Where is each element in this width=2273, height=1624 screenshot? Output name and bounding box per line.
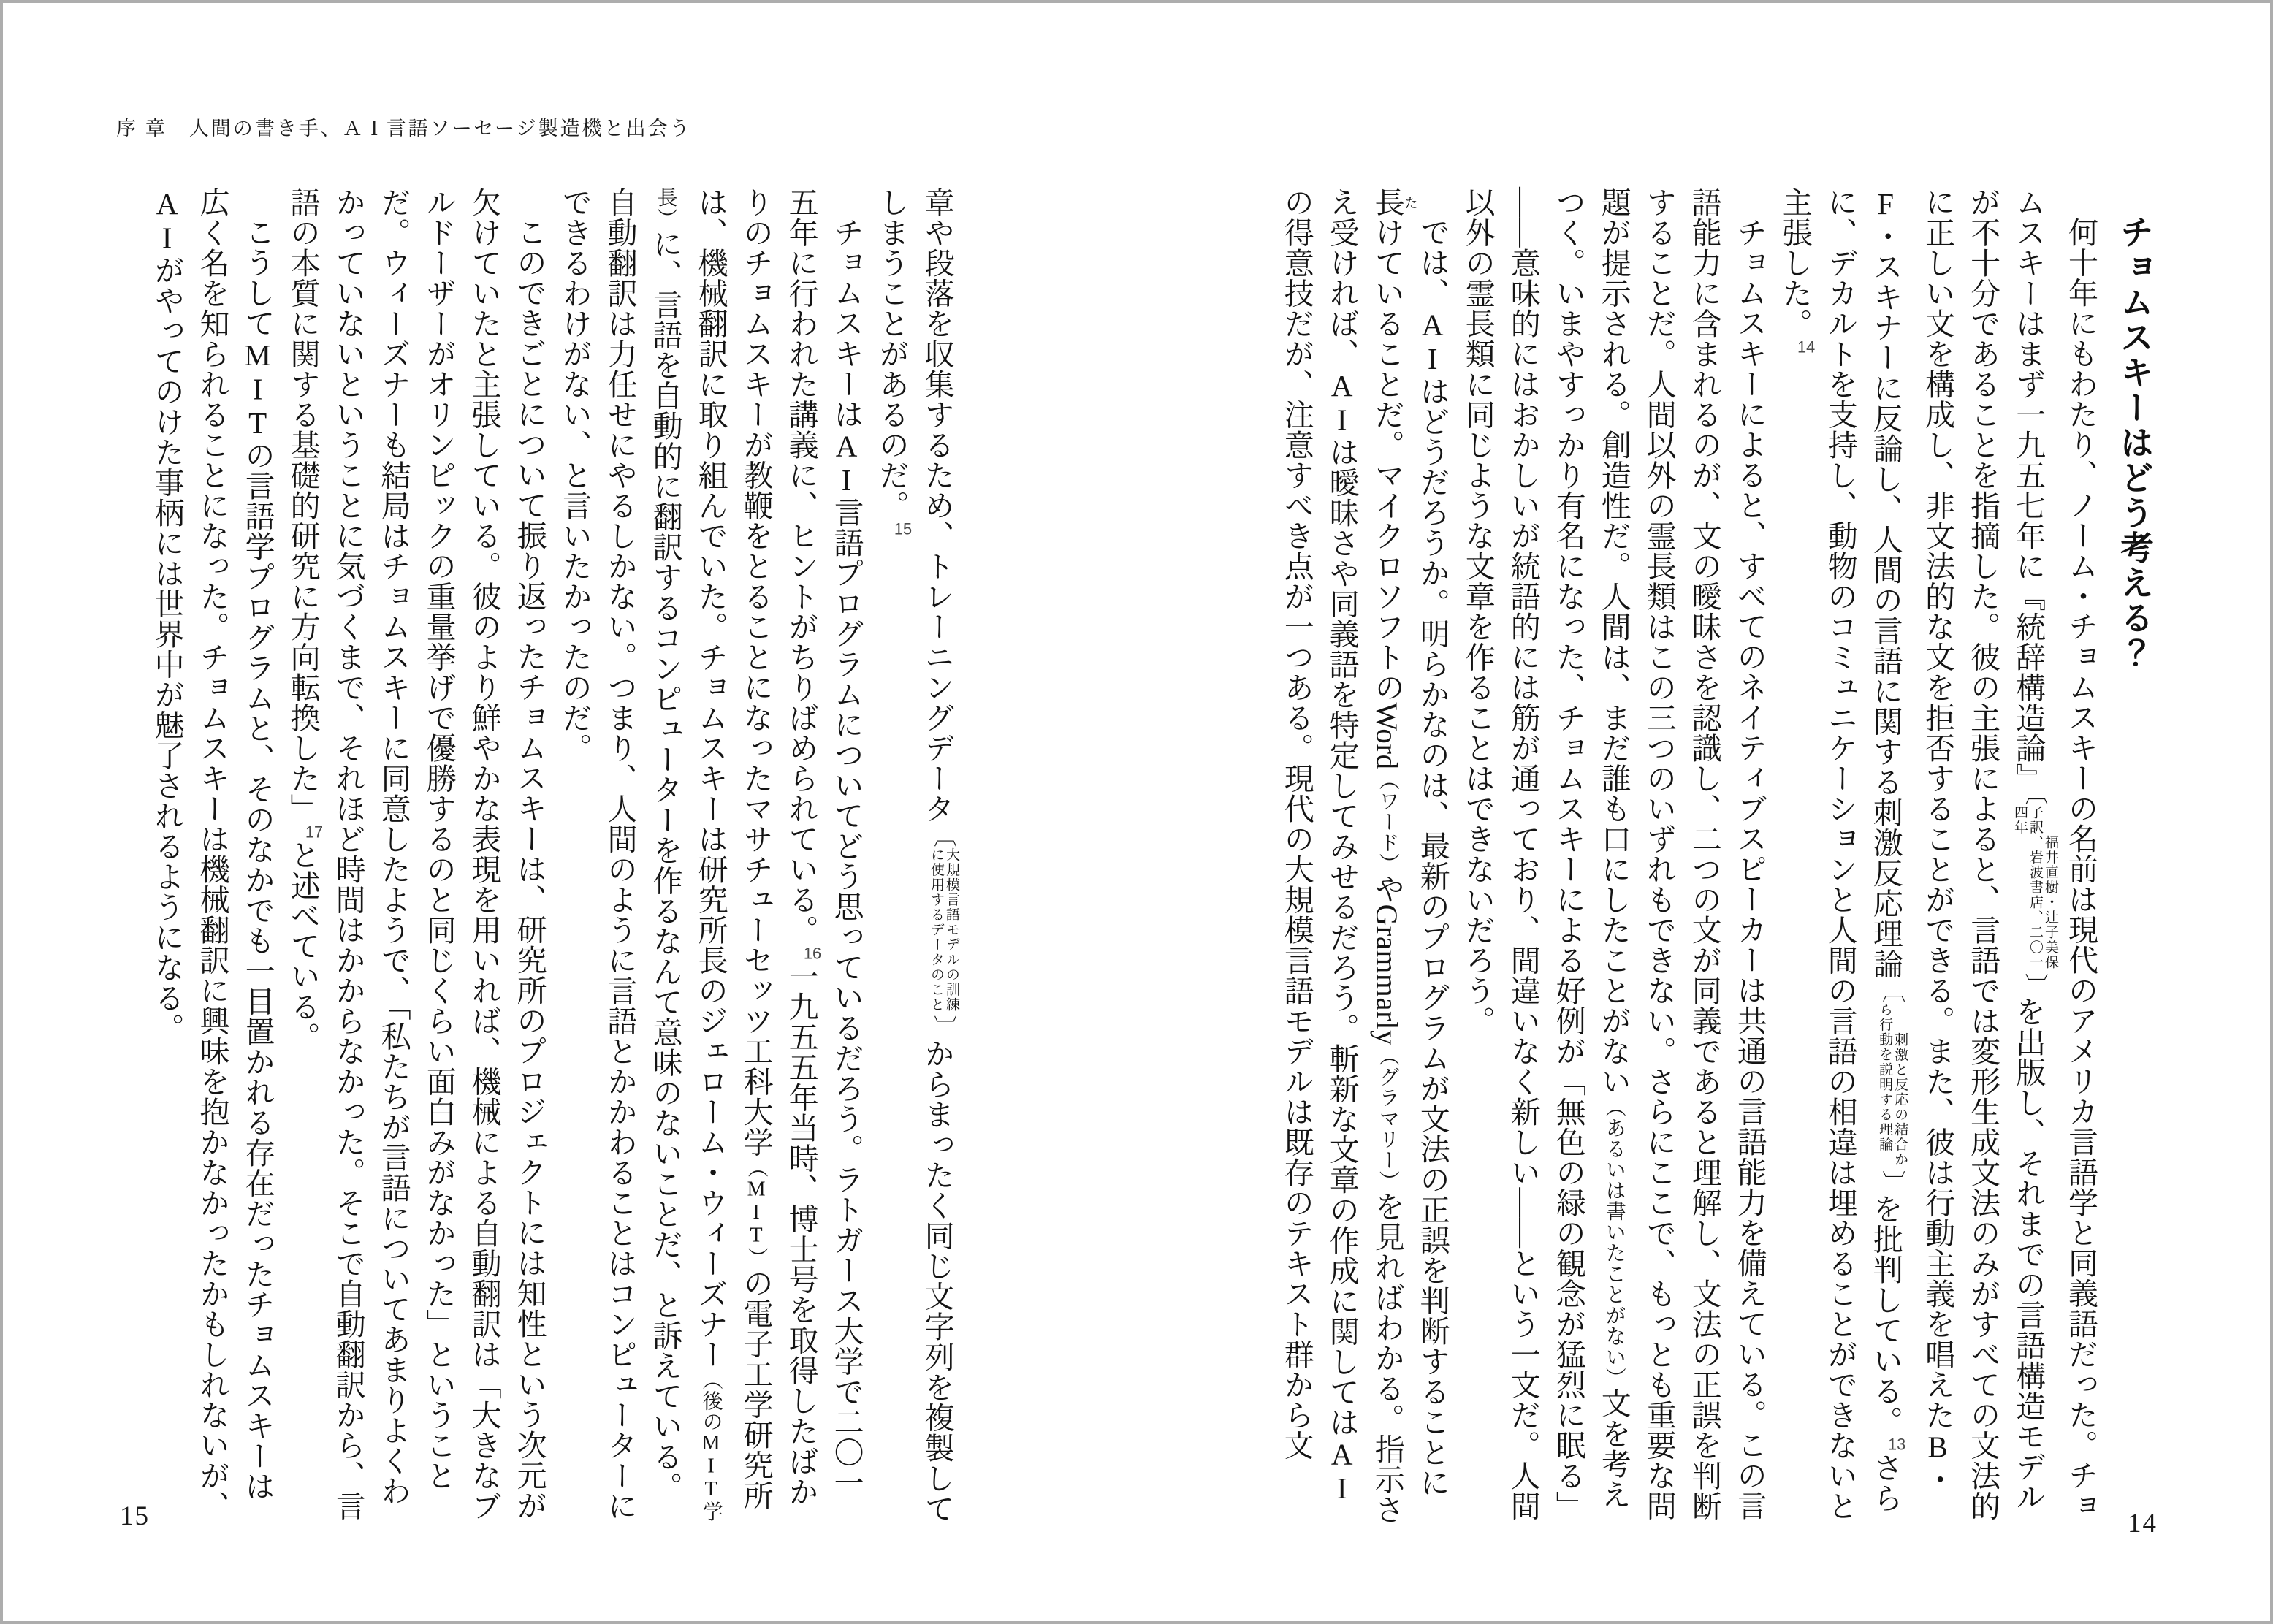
latin-upright: AI bbox=[1325, 369, 1359, 437]
small-paren: （MIT） bbox=[745, 1157, 768, 1268]
small-paren: （あるいは書いたことがない） bbox=[1602, 1097, 1626, 1388]
warichu-bracket-close: 〕 bbox=[931, 1015, 957, 1039]
running-head: 序 章 人間の書き手、ＡＩ言語ソーセージ製造機と出会う bbox=[116, 118, 692, 140]
paragraph: こうしてMITの言語学プログラムと、そのなかでも一目置かれる存在だったチョムスキーは広く名を知られることになった。チョムスキーは機械翻訳に興味を抱かなかったかもしれないが、AIがやってのけた事柄には世界中が魅了されるようになる。 bbox=[150, 187, 275, 1521]
latin-upright: AI bbox=[150, 187, 184, 255]
paragraph: チョムスキーによると、すべてのネイティブスピーカーは共通の言語能力を備えている。この言語能力に含まれるのが、文の曖昧さを認識し、二つの文が同義であると理解し、文法の正誤を判断することだ。人間以外の霊長類はこの三つのいずれもできない。さらにここで、もっとも重要な問題が提示される。創造性だ。人間は、まだ誰も口にしたことがない（あるいは書いたことがない）文を考えつく。いまやすっかり有名になった、チョムスキーによる好例が「無色の緑の観念が猛烈に眠る」――意味的にはおかしいが統語的には筋が通っており、間違いなく新しい――という一文だ。人間以外の霊長類に同じような文章を作ることはできないだろう。 bbox=[1461, 187, 1767, 1521]
paragraph: このできごとについて振り返ったチョムスキーは、研究所のプロジェクトには知性という次元が欠けていたと主張している。彼のより鮮やかな表現を用いれば、機械による自動翻訳は「大きなブルドーザーがオリンピックの重量挙げで優勝するのと同じくらい面白みがなかった」ということだ。ウィーズナーも結局はチョムスキーに同意したようで、「私たちが言語についてあまりよくわかっていないということに気づくまで、それほど時間はかからなかった。そこで自動翻訳から、言語の本質に関する基礎的研究に方向転換した」$^{17}$と述べている。 bbox=[286, 187, 547, 1521]
footnote-ref: 13 bbox=[1887, 1436, 1906, 1452]
latin-upright: MIT bbox=[745, 1178, 768, 1247]
latin-upright: MIT bbox=[699, 1432, 723, 1501]
section-heading: チョムスキーはどう考える？ bbox=[2116, 215, 2154, 671]
warichu-bracket-open: 〔 bbox=[1879, 979, 1906, 1002]
paragraph: 章や段落を収集するため、トレーニングデータ〔大規模言語モデルの訓練に使用するデータのこと〕からまったく同じ文字列を複製してしまうことがあるのだ。$^{15}$ bbox=[875, 187, 959, 1524]
warichu-note: 大規模言語モデルの訓練に使用するデータのこと bbox=[929, 847, 959, 1012]
warichu-bracket-open: 〔 bbox=[931, 823, 957, 847]
latin-upright: AI bbox=[1325, 1437, 1359, 1506]
page-left-body bbox=[145, 187, 967, 1527]
latin-upright: B bbox=[1921, 1430, 1955, 1464]
latin-upright: AI bbox=[1415, 308, 1450, 376]
page-number-left: 15 bbox=[120, 1501, 150, 1531]
warichu-bracket-close: 〕 bbox=[2022, 973, 2049, 996]
small-paren: （グラマリー） bbox=[1376, 1045, 1399, 1192]
latin-upright: AI bbox=[829, 429, 864, 498]
warichu-note: 刺激と反応の結合から行動を説明する理論 bbox=[1877, 1002, 1908, 1167]
latin-upright: F bbox=[1868, 187, 1903, 221]
ruby-annotated-char: 長た bbox=[1370, 187, 1418, 218]
small-paren: （ワード） bbox=[1376, 769, 1399, 874]
warichu-bracket-close: 〕 bbox=[1879, 1170, 1906, 1194]
footnote-ref: 16 bbox=[803, 945, 822, 961]
paragraph: では、AIはどうだろうか。明らかなのは、最新のプログラムが文法の正誤を判断することに長たけていることだ。マイクロソフトのWord（ワード）やGrammarly（グラマリー）を見ればわかる。指示さえ受ければ、AIは曖昧さや同義語を特定してみせるだろう。斬新な文章の作成に関してはAIの得意技だが、注意すべき点が一つある。現代の大規模言語モデルは既存のテキスト群から文 bbox=[1279, 187, 1450, 1525]
small-paren: （後のMIT学長） bbox=[654, 187, 723, 1522]
page-right-body bbox=[1274, 187, 2165, 1527]
warichu-bracket-open: 〔 bbox=[2022, 793, 2049, 805]
footnote-ref: 17 bbox=[305, 823, 324, 840]
footnote-ref: 15 bbox=[894, 520, 913, 537]
paragraph: 何十年にもわたり、ノーム・チョムスキーの名前は現代のアメリカ言語学と同義語だった。チョムスキーはまず一九五七年に『統辞構造論』〔福井直樹・辻子美保子訳、岩波書店、二〇一四年〕を出版し、それまでの言語構造モデルが不十分であることを指摘した。彼の主張によると、言語では変形生成文法のみがすべての文法的に正しい文を構成し、非文法的な文を拒否することができる。また、彼は行動主義を唱えたB・F・スキナーに反論し、人間の言語に関する刺激反応理論〔刺激と反応の結合から行動を説明する理論〕を批判している。$^{13}$さらに、デカルトを支持し、動物のコミュニケーションと人間の言語の相違は埋めることができないと主張した。$^{14}$ bbox=[1778, 187, 2098, 1521]
warichu-note: 福井直樹・辻子美保子訳、岩波書店、二〇一四年 bbox=[2012, 805, 2058, 970]
page-number-right: 14 bbox=[2128, 1509, 2158, 1539]
footnote-ref: 14 bbox=[1797, 338, 1816, 355]
latin-upright: MIT bbox=[240, 338, 275, 441]
paragraph: チョムスキーはAI言語プログラムについてどう思っているだろう。ラトガース大学で二〇一五年に行われた講義に、ヒントがちりばめられている。$^{16}$一九五五年当時、博士号を取得したばかりのチョムスキーが教鞭をとることになったマサチューセッツ工科大学（MIT）の電子工学研究所は、機械翻訳に取り組んでいた。チョムスキーは研究所長のジェローム・ウィーズナー（後のMIT学長）に、言語を自動的に翻訳するコンピューターを作るなんて意味のないことだ、と訴えている。自動翻訳は力任せにやるしかない。つまり、人間のように言語とかかわることはコンピューターにできるわけがない、と言いたかったのだ。 bbox=[557, 187, 864, 1522]
